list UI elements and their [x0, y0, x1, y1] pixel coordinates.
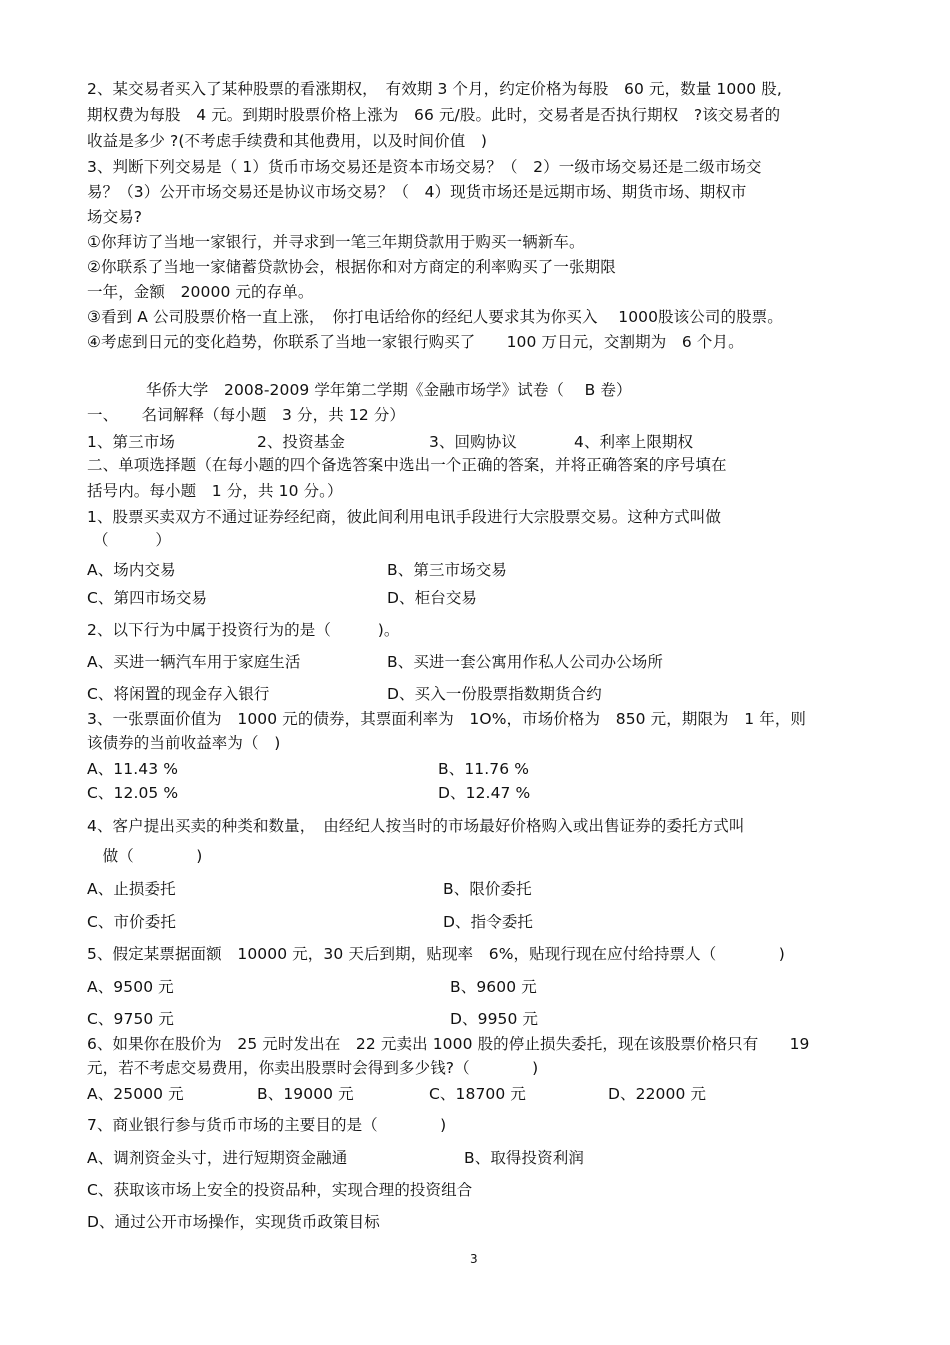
mcq6-option-d: D、22000 元 [608, 1085, 707, 1103]
mcq2-option-c: C、将闲置的现金存入银行 [87, 685, 270, 703]
mcq4-stem-line-1: 4、客户提出买卖的种类和数量， 由经纪人按当时的市场最好价格购入或出售证券的委托方式叫 [87, 817, 745, 835]
mcq5-option-d: D、9950 元 [450, 1010, 539, 1028]
term-3: 3、回购协议 [429, 433, 517, 451]
mcq5-option-c: C、9750 元 [87, 1010, 174, 1028]
section2-heading-line-2: 括号内。每小题 1 分，共 10 分。） [87, 482, 343, 500]
mcq1-option-a: A、场内交易 [87, 561, 176, 579]
mcq1-option-b: B、第三市场交易 [387, 561, 507, 579]
essay-q2-line-1: 2、某交易者买入了某种股票的看涨期权， 有效期 3 个月，约定价格为每股 60 元，数量 1000 股, [87, 80, 782, 98]
mcq1-stem-line-1: 1、股票买卖双方不通过证券经纪商，彼此间利用电讯手段进行大宗股票交易。这种方式叫做 [87, 508, 721, 526]
essay-item-1: ①你拜访了当地一家银行，并寻求到一笔三年期贷款用于购买一辆新车。 [87, 233, 585, 251]
mcq3-option-d: D、12.47 % [438, 784, 531, 802]
mcq4-option-a: A、止损委托 [87, 880, 176, 898]
mcq5-option-a: A、9500 元 [87, 978, 174, 996]
mcq4-stem-line-2: 做（ ) [87, 847, 203, 865]
mcq3-option-b: B、11.76 % [438, 760, 530, 778]
term-2: 2、投资基金 [257, 433, 345, 451]
mcq5-option-b: B、9600 元 [450, 978, 537, 996]
mcq6-stem-line-1: 6、如果你在股价为 25 元时发出在 22 元卖出 1000 股的停止损失委托，现在该股票价格只有 19 [87, 1035, 810, 1053]
mcq4-option-b: B、限价委托 [443, 880, 532, 898]
mcq3-stem-line-1: 3、一张票面价值为 1000 元的债券，其票面利率为 1O%，市场价格为 850 元，期限为 1 年，则 [87, 710, 807, 728]
mcq1-option-c: C、第四市场交易 [87, 589, 208, 607]
mcq2-option-d: D、买入一份股票指数期货合约 [387, 685, 602, 703]
term-4: 4、利率上限期权 [574, 433, 694, 451]
essay-item-3: ③看到 A 公司股票价格一直上涨， 你打电话给你的经纪人要求其为你买入 1000股该公司的股票。 [87, 308, 783, 326]
term-1: 1、第三市场 [87, 433, 175, 451]
mcq6-option-b: B、19000 元 [257, 1085, 354, 1103]
essay-item-2: ②你联系了当地一家储蓄贷款协会，根据你和对方商定的利率购买了一张期限 [87, 258, 616, 276]
mcq5-stem: 5、假定某票据面额 10000 元，30 天后到期，贴现率 6%，贴现行现在应付给持票人（ ) [87, 945, 785, 963]
mcq2-option-a: A、买进一辆汽车用于家庭生活 [87, 653, 301, 671]
section1-heading: 一、 名词解释（每小题 3 分，共 12 分） [87, 406, 406, 424]
mcq3-option-c: C、12.05 % [87, 784, 179, 802]
mcq2-option-b: B、买进一套公寓用作私人公司办公场所 [387, 653, 663, 671]
page-number: 3 [470, 1252, 478, 1266]
essay-q3-line-3: 场交易? [87, 208, 143, 226]
mcq6-option-a: A、25000 元 [87, 1085, 184, 1103]
essay-q2-line-2: 期权费为每股 4 元。到期时股票价格上涨为 66 元/股。此时，交易者是否执行期权 ?该交易者的 [87, 106, 781, 124]
mcq3-stem-line-2: 该债券的当前收益率为（ ) [87, 734, 281, 752]
exam-title: 华侨大学 2008-2009 学年第二学期《金融市场学》试卷（ B 卷） [146, 381, 632, 399]
mcq6-stem-line-2: 元，若不考虑交易费用，你卖出股票时会得到多少钱?（ ) [87, 1059, 539, 1077]
mcq7-option-c: C、获取该市场上安全的投资品种，实现合理的投资组合 [87, 1181, 473, 1199]
mcq4-option-c: C、市价委托 [87, 913, 176, 931]
mcq7-option-d: D、通过公开市场操作，实现货币政策目标 [87, 1213, 380, 1231]
mcq1-stem-line-2: （ ） [93, 531, 172, 549]
mcq1-option-d: D、柜台交易 [387, 589, 478, 607]
mcq7-option-a: A、调剂资金头寸，进行短期资金融通 [87, 1149, 348, 1167]
mcq2-stem: 2、以下行为中属于投资行为的是（ )。 [87, 621, 400, 639]
mcq3-option-a: A、11.43 % [87, 760, 179, 778]
essay-q3-line-2: 易？（3）公开市场交易还是协议市场交易？（ 4）现货市场还是远期市场、期货市场、期权市 [87, 183, 747, 201]
section2-heading-line-1: 二、单项选择题（在每小题的四个备选答案中选出一个正确的答案，并将正确答案的序号填在 [87, 456, 727, 474]
mcq7-stem: 7、商业银行参与货币市场的主要目的是（ ) [87, 1116, 447, 1134]
mcq6-option-c: C、18700 元 [429, 1085, 526, 1103]
mcq4-option-d: D、指令委托 [443, 913, 534, 931]
essay-item-4: ④考虑到日元的变化趋势，你联系了当地一家银行购买了 100 万日元，交割期为 6 个月。 [87, 333, 744, 351]
essay-q3-line-1: 3、判断下列交易是（ 1）货币市场交易还是资本市场交易？（ 2）一级市场交易还是二级市场交 [87, 158, 762, 176]
mcq7-option-b: B、取得投资利润 [464, 1149, 584, 1167]
essay-q2-line-3: 收益是多少 ?(不考虑手续费和其他费用，以及时间价值 ) [87, 132, 488, 150]
essay-item-2-cont: 一年，金额 20000 元的存单。 [87, 283, 314, 301]
